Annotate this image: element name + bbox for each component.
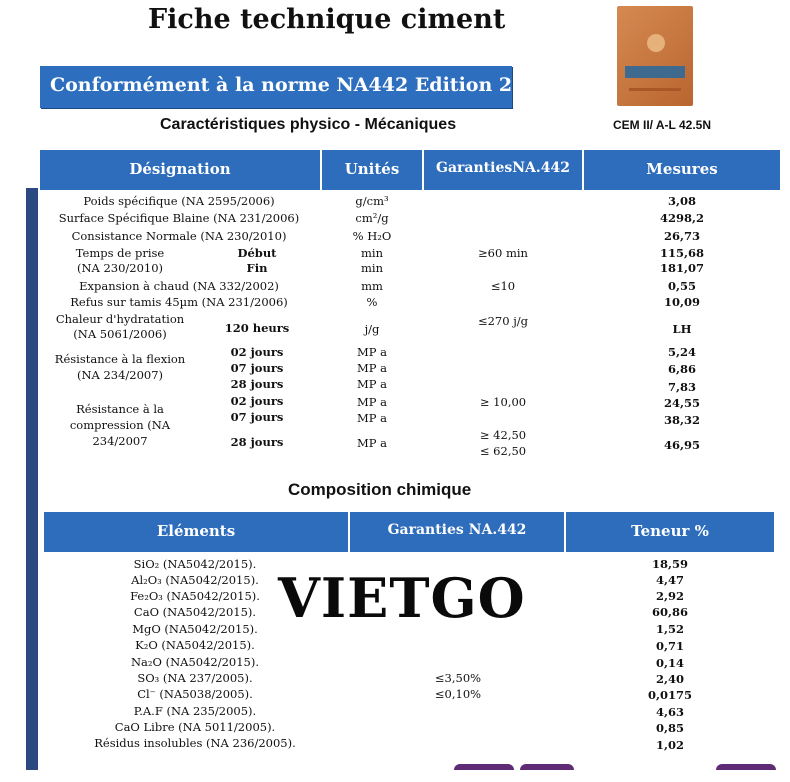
table-cell-unit: MP a [356,411,388,425]
decorative-swoosh [520,764,574,770]
table-cell-guarantee: ≥ 10,00 [479,395,527,409]
vietgo-watermark: VIETGO [278,566,526,630]
table-cell-designation: Résistance à la flexion [54,352,186,366]
bag-stripe [629,88,681,91]
header-units [322,150,424,190]
table-cell-unit: % H₂O [352,229,392,243]
table-cell-measure: LH [672,322,692,336]
element-value: 0,0175 [647,688,692,702]
table-cell-designation: 234/2007 [92,434,148,448]
table-cell-unit: MP a [356,361,388,375]
table-cell-designation: (NA 5061/2006) [73,327,167,341]
table-cell-measure: 5,24 [667,345,696,359]
header-units-label: Unités [344,160,400,178]
table-cell-duration: Début [237,246,277,260]
table-cell-measure: 38,32 [663,413,700,427]
element-value: 2,92 [655,589,684,603]
table-cell-duration: 28 jours [230,435,284,449]
header-measures-label: Mesures [646,160,718,178]
header-elements-label: Eléments [156,522,236,540]
table-cell-measure: 181,07 [659,261,704,275]
composition-title: Composition chimique [288,480,472,499]
element-name: CaO (NA5042/2015). [133,605,257,619]
header-guarantees-na442-label: Garanties NA.442 [387,522,527,538]
header-teneur-label: Teneur % [631,522,709,540]
element-value: 1,52 [655,622,684,636]
table-cell-duration: 28 jours [230,377,284,391]
header-guarantees-na442 [350,512,566,552]
element-value: 4,63 [655,705,684,719]
table-cell-unit: MP a [356,436,388,450]
element-value: 0,14 [655,656,684,670]
section-subtitle: Caractéristiques physico - Mécaniques [160,116,457,133]
bag-label-band [625,66,685,78]
element-value: 1,02 [655,738,684,752]
element-name: Cl⁻ (NA5038/2005). [137,687,253,701]
table-cell-duration: 07 jours [230,361,284,375]
table-cell-duration: 02 jours [230,345,284,359]
table-cell-measure: 6,86 [667,362,696,376]
table-cell-unit: mm [361,279,383,293]
table-cell-unit: j/g [364,322,380,336]
table-cell-designation: Temps de prise [75,246,165,260]
element-value: 4,47 [655,573,684,587]
table-cell-duration: 02 jours [230,394,284,408]
table-cell-measure: 4298,2 [659,211,704,225]
element-name: Al₂O₃ (NA5042/2015). [131,573,259,587]
element-value: 2,40 [655,672,684,686]
table-cell-unit: MP a [356,395,388,409]
table-cell-unit: MP a [356,377,388,391]
table-cell-designation: Chaleur d'hydratation [55,312,185,326]
side-accent-bar [26,188,38,770]
page-title: Fiche technique ciment [148,4,506,35]
table-cell-designation: Surface Spécifique Blaine (NA 231/2006) [58,211,300,225]
decorative-swoosh [716,764,776,770]
table-cell-unit: min [361,261,383,275]
table-cell-guarantee: ≥ 42,50 [479,428,527,442]
table-cell-designation: (NA 234/2007) [76,368,164,382]
table-cell-guarantee: ≤270 j/g [477,314,529,328]
table-cell-measure: 26,73 [663,229,700,243]
table-cell-designation: Résistance à la [76,402,164,416]
element-value: 60,86 [651,605,688,619]
element-name: MgO (NA5042/2015). [132,622,258,636]
table-cell-guarantee: ≤10 [490,279,516,293]
table-cell-unit: cm²/g [355,211,389,225]
table-cell-measure: 7,83 [667,380,696,394]
table-cell-designation: Poids spécifique (NA 2595/2006) [83,194,275,208]
element-value: 0,71 [655,639,684,653]
decorative-swoosh [454,764,514,770]
norm-banner [40,66,552,108]
element-value: 18,59 [651,557,688,571]
table-cell-duration: 07 jours [230,410,284,424]
table-cell-unit: MP a [356,345,388,359]
cement-type-label: CEM II/ A-L 42.5N [613,118,712,132]
table-cell-unit: min [361,246,383,260]
element-name: SO₃ (NA 237/2005). [137,671,253,685]
element-name: K₂O (NA5042/2015). [135,638,255,652]
header-measures [584,150,780,190]
table-cell-designation: Consistance Normale (NA 230/2010) [71,229,287,243]
element-name: Résidus insolubles (NA 236/2005). [94,736,296,750]
table-cell-duration: Fin [246,261,268,275]
table-cell-designation: Refus sur tamis 45µm (NA 231/2006) [70,295,288,309]
cement-bag-image [617,6,693,106]
table-cell-measure: 46,95 [663,438,700,452]
table-cell-designation: (NA 230/2010) [76,261,164,275]
header-guarantees-label: GarantiesNA.442 [436,160,570,176]
element-value: 0,85 [655,721,684,735]
table-cell-designation: compression (NA [69,418,171,432]
table-cell-guarantee: ≥60 min [478,246,528,260]
element-name: Fe₂O₃ (NA5042/2015). [130,589,260,603]
header-elements [44,512,350,552]
element-name: Na₂O (NA5042/2015). [130,655,260,669]
header-guarantees [424,150,584,190]
table-cell-measure: 24,55 [663,396,700,410]
norm-banner-text: Conformément à la norme NA442 Edition 2013 [50,74,552,96]
table-cell-guarantee: ≤ 62,50 [479,444,527,458]
table-cell-unit: % [366,295,378,309]
table-cell-duration: 120 heurs [224,321,290,335]
element-name: P.A.F (NA 235/2005). [133,704,257,718]
element-name: SiO₂ (NA5042/2015). [133,557,257,571]
header-teneur [566,512,774,552]
element-guarantee: ≤0,10% [434,687,482,701]
table-cell-designation: Expansion à chaud (NA 332/2002) [79,279,279,293]
element-guarantee: ≤3,50% [434,671,482,685]
table-cell-measure: 0,55 [667,279,696,293]
element-name: CaO Libre (NA 5011/2005). [114,720,276,734]
table-cell-unit: g/cm³ [355,194,389,208]
header-designation-label: Désignation [129,160,231,178]
table-cell-measure: 10,09 [663,295,700,309]
table-cell-measure: 3,08 [667,194,696,208]
table-cell-measure: 115,68 [659,246,704,260]
header-designation [40,150,322,190]
bag-logo-mark [647,34,665,52]
